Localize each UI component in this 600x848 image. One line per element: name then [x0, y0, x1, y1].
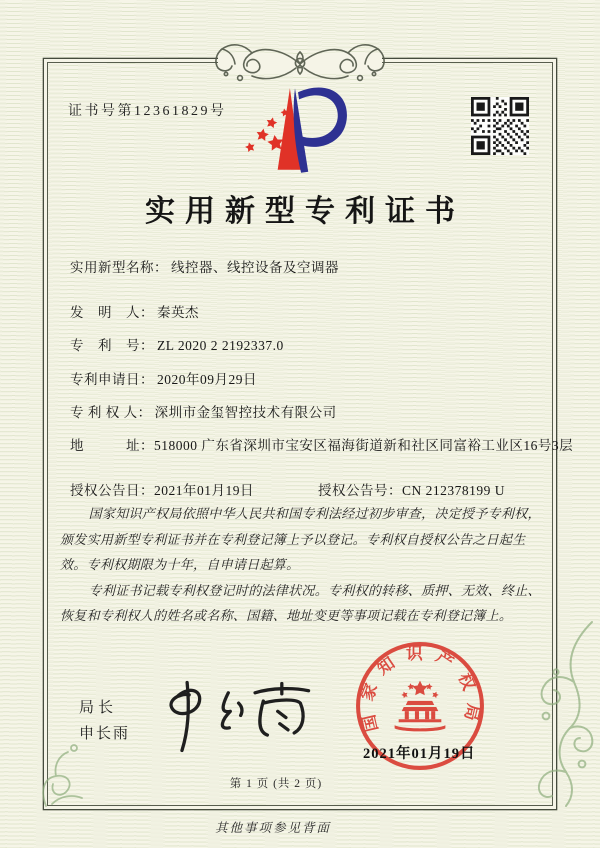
corner-flourish-right-icon	[522, 612, 600, 812]
field-grant-row	[70, 479, 506, 499]
legal-paragraph-1: 国家知识产权局依照中华人民共和国专利法经过初步审查，决定授予专利权，颁发实用新型专利证书并在专利登记簿上予以登记。专利权自授权公告之日起生效。专利权期限为十年，自申请日起算。	[60, 506, 541, 572]
grant-date-label: 授权公告日：	[70, 483, 154, 498]
legal-text	[60, 501, 546, 629]
page-number: 第 1 页 (共 2 页)	[229, 778, 323, 790]
certificate-title: 实用新型专利证书	[145, 195, 465, 228]
cnipa-logo	[240, 84, 352, 178]
legal-paragraph-2: 专利证书记载专利权登记时的法律状况。专利权的转移、质押、无效、终止、恢复和专利权人的姓名或名称、国籍、地址变更等事项记载在专利登记簿上。	[60, 582, 541, 623]
commissioner-title: 局长	[79, 700, 118, 716]
field-label: 实用新型名称：	[70, 260, 168, 275]
certificate-number: 证书号第12361829号	[68, 104, 227, 119]
field-inventor	[70, 301, 199, 321]
field-value: 518000 广东省深圳市宝安区福海街道新和社区同富裕工业区16号3层	[154, 438, 574, 453]
field-value: 秦英杰	[157, 305, 199, 320]
field-utility-model-name	[70, 256, 339, 276]
field-value: 线控器、线控设备及空调器	[171, 260, 339, 275]
field-value: 深圳市金玺智控技术有限公司	[154, 405, 337, 420]
field-label: 专 利 号：	[70, 338, 154, 353]
commissioner-signature	[148, 678, 323, 756]
field-label: 专利申请日：	[70, 372, 154, 387]
qr-code	[471, 97, 529, 155]
grant-no-value: CN 212378199 U	[402, 483, 506, 498]
field-value: 2020年09月29日	[157, 372, 257, 387]
field-label: 发 明 人：	[70, 305, 154, 320]
field-filing-date	[70, 368, 257, 388]
seal-date: 2021年01月19日	[363, 746, 476, 762]
field-patent-number	[70, 334, 284, 354]
field-label: 专 利 权 人：	[70, 405, 152, 420]
field-value: ZL 2020 2 2192337.0	[157, 338, 284, 353]
commissioner-name: 申长雨	[79, 726, 131, 742]
field-patentee	[70, 401, 337, 421]
field-address	[70, 435, 595, 456]
grant-date-value: 2021年01月19日	[154, 483, 254, 498]
grant-no-label: 授权公告号：	[318, 483, 402, 498]
national-emblem-icon	[395, 681, 446, 732]
corner-flourish-left-icon	[38, 738, 90, 808]
seal-text: 国家知识产权局	[356, 644, 484, 734]
field-label: 地 址：	[70, 438, 154, 453]
back-side-note: 其他事项参见背面	[214, 821, 332, 835]
